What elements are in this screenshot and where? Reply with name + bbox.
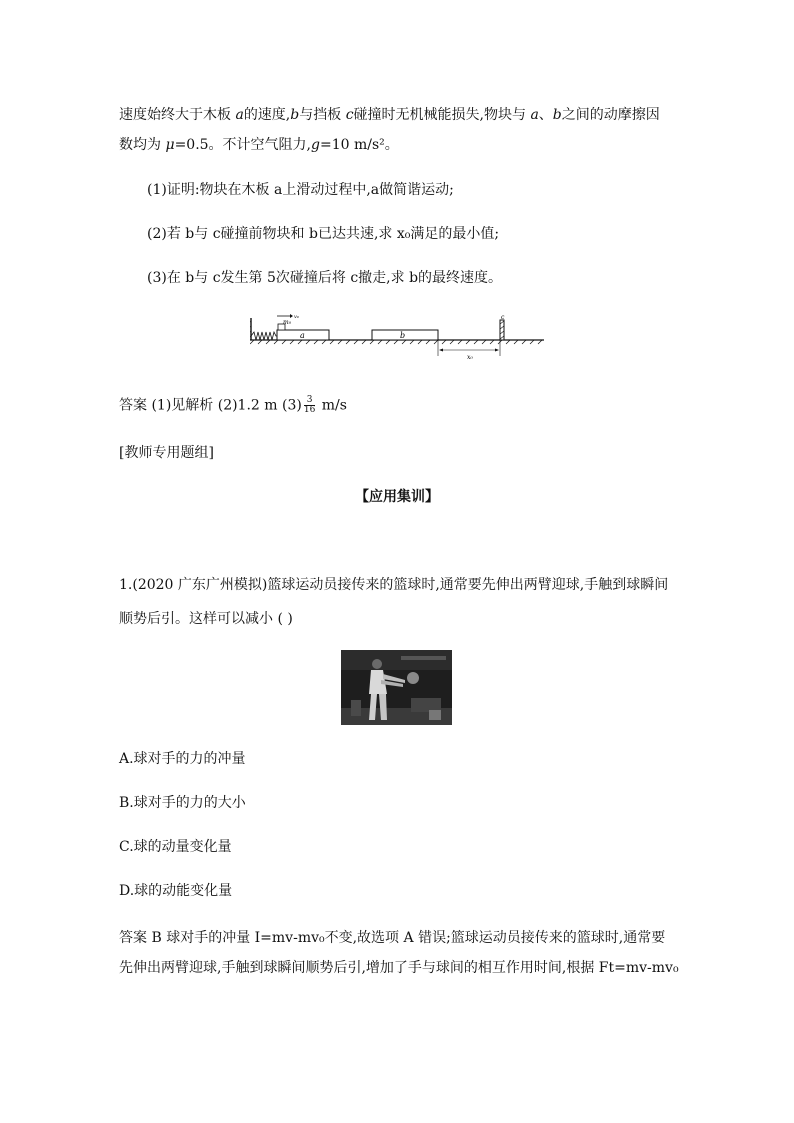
- answer-2-line-2: 先伸出两臂迎球,手触到球瞬间顺势后引,增加了手与球间的相互作用时间,根据 Ft=mv-mv₀: [119, 960, 679, 976]
- physics-diagram: [250, 312, 546, 364]
- answer-1: 答案 (1)见解析 (2)1.2 m (3) $\frac{3}{16}$ m/s: [119, 395, 347, 415]
- option-c: C.球的动量变化量: [119, 839, 232, 855]
- option-a: A.球对手的力的冲量: [119, 751, 246, 767]
- question-1-line-2: 顺势后引。这样可以减小 ( ): [119, 611, 293, 627]
- basketball-photo: [341, 650, 452, 725]
- option-b: B.球对手的力的大小: [119, 795, 246, 811]
- label-a: a: [300, 331, 305, 340]
- question-1-line-1: 1.(2020 广东广州模拟)篮球运动员接传来的篮球时,通常要先伸出两臂迎球,手触到球瞬间: [119, 577, 669, 593]
- label-b: b: [400, 331, 406, 340]
- problem-line-2: 数均为 μ=0.5。不计空气阻力,g=10 m/s²。: [119, 137, 399, 153]
- sub-question-2: (2)若 b与 c碰撞前物块和 b已达共速,求 x₀满足的最小值;: [147, 226, 500, 242]
- label-x0: x₀: [467, 354, 473, 361]
- section-title: 【应用集训】: [355, 489, 439, 505]
- option-d: D.球的动能变化量: [119, 883, 233, 899]
- teacher-group-label: [教师专用题组]: [119, 445, 214, 461]
- sub-question-1: (1)证明:物块在木板 a上滑动过程中,a做简谐运动;: [147, 182, 454, 198]
- label-m0: m₀: [283, 319, 292, 326]
- answer-2-line-1: 答案 B 球对手的冲量 I=mv-mv₀不变,故选项 A 错误;篮球运动员接传来的篮球时,通常要: [119, 930, 666, 946]
- sub-question-3: (3)在 b与 c发生第 5次碰撞后将 c撤走,求 b的最终速度。: [147, 270, 503, 286]
- label-v0: v₀: [294, 314, 299, 320]
- problem-line-1: 速度始终大于木板 a的速度,b与挡板 c碰撞时无机械能损失,物块与 a、b之间的动摩擦因: [119, 107, 660, 123]
- label-c: c: [501, 314, 505, 321]
- answer-fraction: $\frac{3}{16}$: [303, 395, 316, 415]
